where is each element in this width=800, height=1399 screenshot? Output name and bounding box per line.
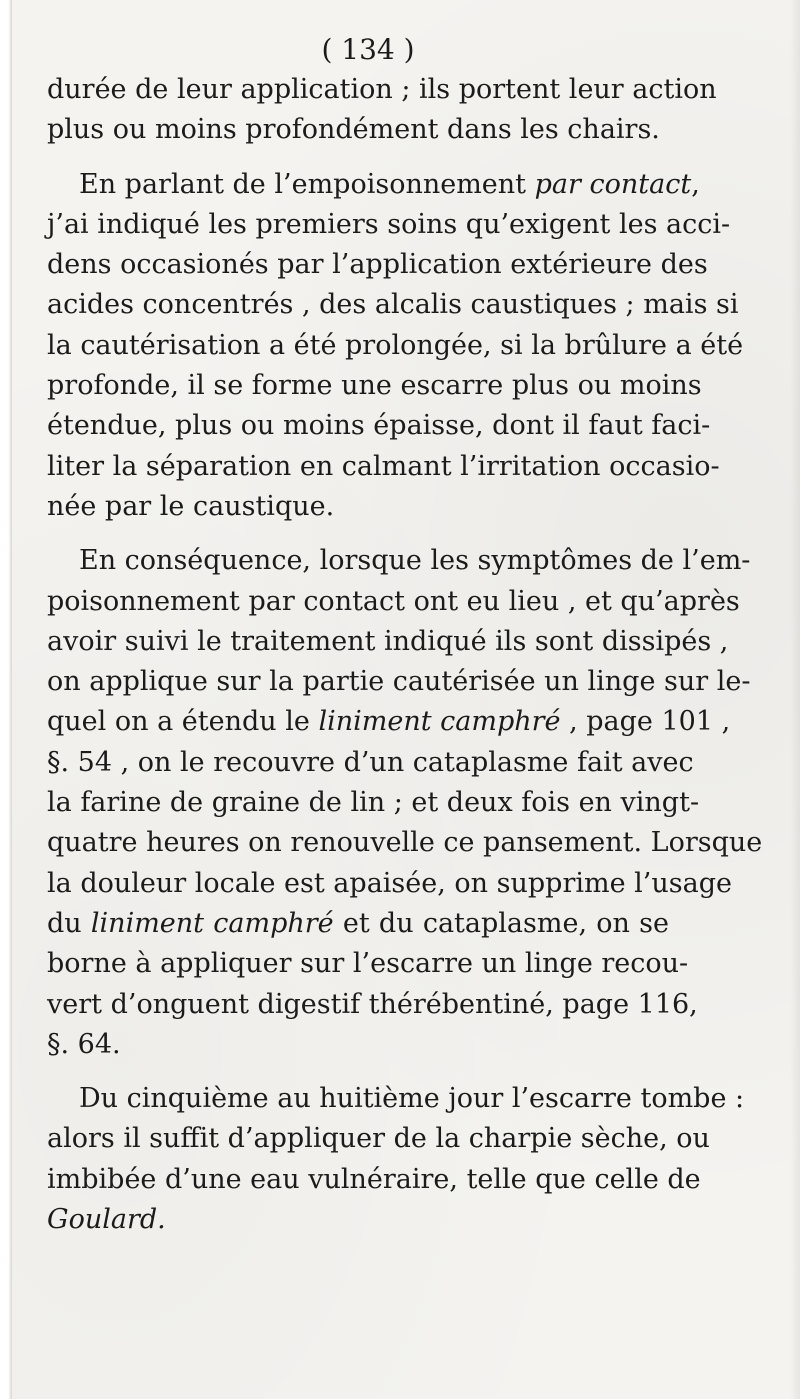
page-right-shadow [790,0,800,1399]
italic-run: liniment camphré [90,907,334,939]
text-line: vert d’onguent digestif thérébentiné, page 116, [47,988,698,1020]
text-line: §. 64. [47,1028,121,1060]
text-line: née par le caustique. [47,490,335,522]
text-run: En parlant de l’empoisonnement [79,168,535,200]
text-line: la cautérisation a été prolongée, si la brûlure a été [47,329,744,361]
italic-run: liniment camphré [318,706,561,738]
page-number: ( 134 ) [321,33,415,66]
text-run: quel on a étendu le [47,706,319,738]
text-line: on applique sur la partie cautérisée un linge sur le- [47,666,751,698]
text-line: étendue, plus ou moins épaisse, dont il faut faci- [47,410,711,442]
text-run: et du cataplasme, on se [333,907,669,939]
text-line: En conséquence, lorsque les symptômes de l’em- [79,545,751,577]
page-text [47,30,763,1240]
text-run: , [691,168,700,200]
text-line: profonde, il se forme une escarre plus ou moins [47,370,702,402]
text-line: la douleur locale est apaisée, on supprime l’usage [47,867,732,899]
text-line: dens occasionés par l’application extérieure des [47,249,708,281]
text-line: alors il suffit d’appliquer de la charpie sèche, ou [47,1123,710,1155]
text-line: acides concentrés , des alcalis caustiques ; mais si [47,289,739,321]
text-line: durée de leur application ; ils portent leur action [47,74,717,105]
italic-run: Goulard. [47,1204,166,1236]
text-line: avoir suivi le traitement indiqué ils sont dissipés , [47,625,729,657]
text-line: §. 54 , on le recouvre d’un cataplasme fait avec [47,746,694,778]
text-line: poisonnement par contact ont eu lieu , et qu’après [47,585,740,617]
text-line: liter la séparation en calmant l’irritation occasio- [47,450,720,482]
page-left-margin [0,0,12,1399]
text-line [47,702,731,742]
text-line [47,165,700,205]
text-line: Du cinquième au huitième jour l’escarre tombe : [79,1083,745,1115]
text-line: borne à appliquer sur l’escarre un linge recou- [47,948,689,980]
text-line: imbibée d’une eau vulnéraire, telle que celle de [47,1163,701,1195]
text-line [47,904,669,944]
text-run: , page 101 , [560,706,731,738]
text-line: la farine de graine de lin ; et deux fois en vingt- [47,787,700,819]
text-line: plus ou moins profondément dans les chairs. [47,114,660,146]
text-run: du [47,907,91,939]
italic-run: par contact [534,168,692,200]
text-line: quatre heures on renouvelle ce pansement. Lorsque [47,827,763,859]
text-line: j’ai indiqué les premiers soins qu’exigent les acci- [47,208,731,240]
text-line [47,1200,669,1240]
